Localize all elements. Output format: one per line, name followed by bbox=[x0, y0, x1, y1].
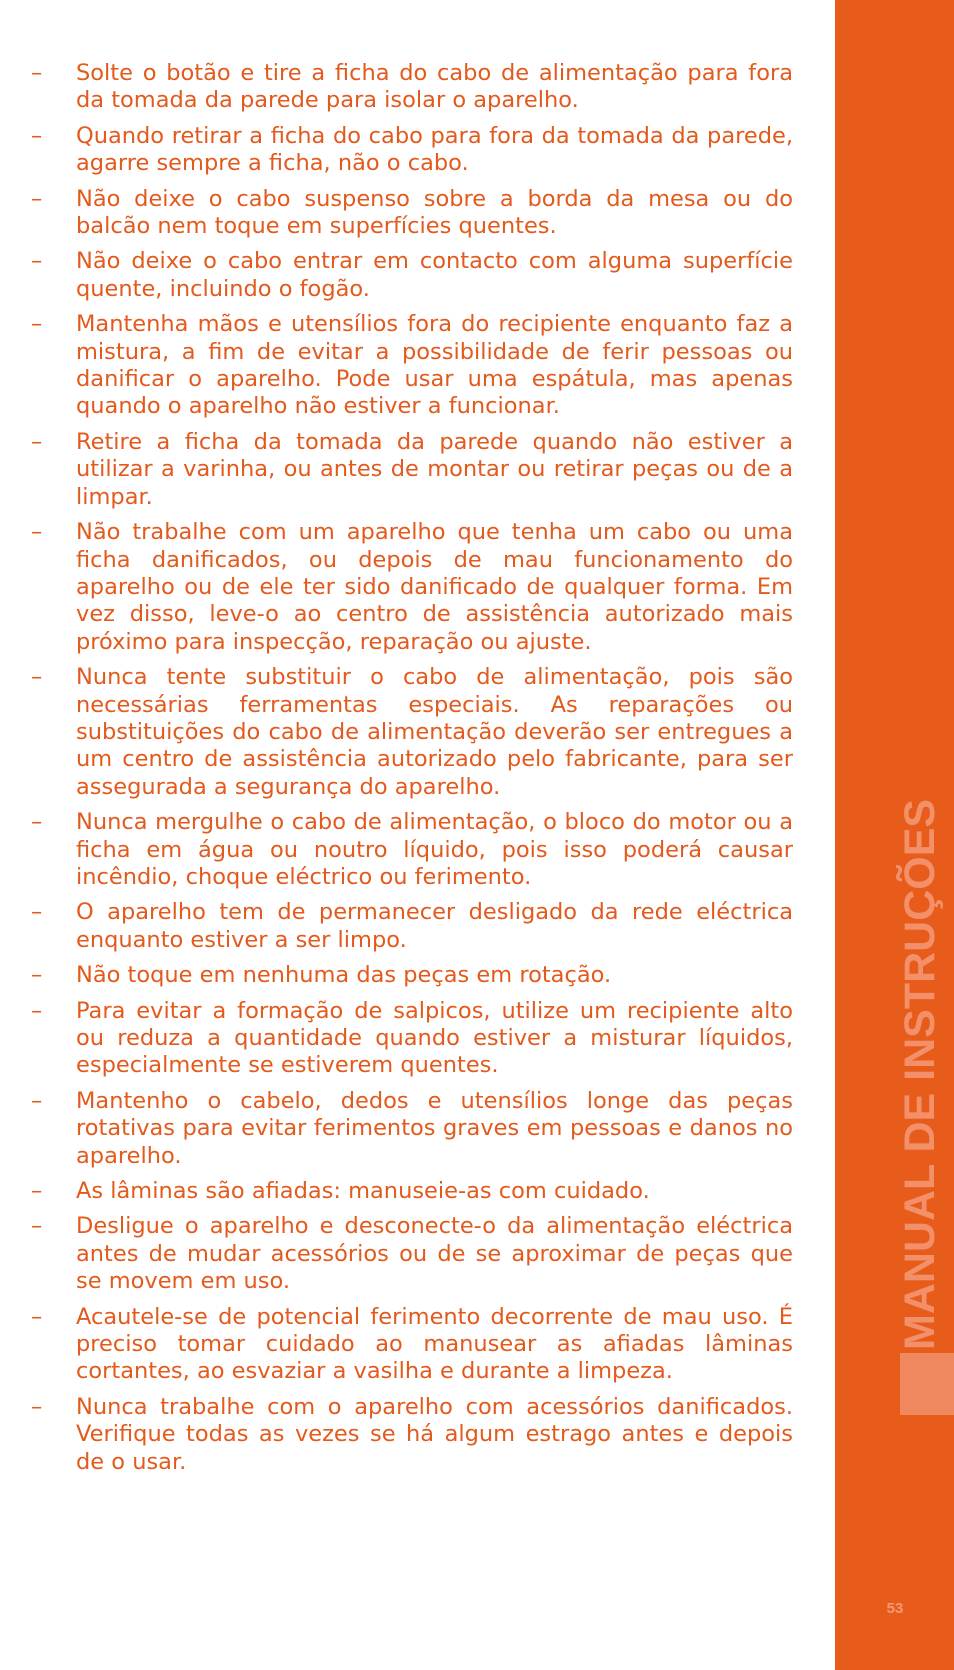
page-number: 53 bbox=[886, 1600, 904, 1617]
bullet-dash: – bbox=[31, 122, 43, 149]
bullet-dash: – bbox=[31, 899, 43, 926]
bullet-dash: – bbox=[31, 428, 43, 455]
list-item bbox=[31, 1178, 793, 1205]
bullet-dash: – bbox=[31, 311, 43, 338]
instruction-text: Nunca tente substituir o cabo de alimentação, pois são necessárias ferramentas especiais. As reparações ou substituições do cabo de alimentação deverão ser entregues a um centro de assistência autorizado pelo fabricante, para ser assegurada a segurança do aparelho. bbox=[76, 664, 793, 800]
bullet-dash: – bbox=[31, 809, 43, 836]
bullet-dash: – bbox=[31, 248, 43, 275]
instruction-text: Para evitar a formação de salpicos, utilize um recipiente alto ou reduza a quantidade quando estiver a misturar líquidos, especialmente se estiverem quentes. bbox=[76, 997, 793, 1079]
list-item bbox=[31, 664, 793, 801]
instruction-text: Acautele-se de potencial ferimento decorrente de mau uso. É preciso tomar cuidado ao manusear as afiadas lâminas cortantes, ao esvaziar a vasilha e durante a limpeza. bbox=[76, 1303, 793, 1385]
orange-sidebar bbox=[835, 0, 954, 1670]
bullet-dash: – bbox=[31, 1303, 43, 1330]
bullet-dash: – bbox=[31, 664, 43, 691]
bullet-dash: – bbox=[31, 1178, 43, 1205]
bullet-dash: – bbox=[31, 962, 43, 989]
instruction-text: Mantenha mãos e utensílios fora do recipiente enquanto faz a mistura, a fim de evitar a possibilidade de ferir pessoas ou danificar o aparelho. Pode usar uma espátula, mas apenas quando o aparelho não estiver a funcionar. bbox=[76, 311, 793, 420]
bullet-dash: – bbox=[31, 1393, 43, 1420]
instruction-text: Mantenho o cabelo, dedos e utensílios longe das peças rotativas para evitar ferimentos graves em pessoas e danos no aparelho. bbox=[76, 1087, 793, 1169]
list-item bbox=[31, 899, 793, 954]
manual-title: MANUAL DE INSTRUÇÕES bbox=[896, 798, 944, 1350]
list-item bbox=[31, 1394, 793, 1476]
bullet-dash: – bbox=[31, 519, 43, 546]
instruction-text: Desligue o aparelho e desconecte-o da alimentação eléctrica antes de mudar acessórios ou de se aproximar de peças que se movem em uso. bbox=[76, 1213, 793, 1295]
bullet-dash: – bbox=[31, 997, 43, 1024]
instruction-text: Não trabalhe com um aparelho que tenha um cabo ou uma ficha danificados, ou depois de mau funcionamento do aparelho ou de ele ter sido danificado de qualquer forma. Em vez disso, leve-o ao centro de assistência autorizado mais próximo para inspecção, reparação ou ajuste. bbox=[76, 519, 793, 655]
instruction-text: Nunca mergulhe o cabo de alimentação, o bloco do motor ou a ficha em água ou noutro líquido, pois isso poderá causar incêndio, choque eléctrico ou ferimento. bbox=[76, 809, 793, 890]
list-item bbox=[31, 519, 793, 656]
list-item bbox=[31, 123, 793, 178]
list-item bbox=[31, 60, 793, 115]
instruction-text: Quando retirar a ficha do cabo para fora da tomada da parede, agarre sempre a ficha, não o cabo. bbox=[76, 122, 793, 177]
list-item bbox=[31, 1088, 793, 1170]
bullet-dash: – bbox=[31, 1087, 43, 1114]
instruction-text: As lâminas são afiadas: manuseie-as com cuidado. bbox=[76, 1178, 650, 1205]
instruction-text: Não deixe o cabo suspenso sobre a borda da mesa ou do balcão nem toque em superfícies quentes. bbox=[76, 185, 793, 240]
instruction-text: O aparelho tem de permanecer desligado da rede eléctrica enquanto estiver a ser limpo. bbox=[76, 899, 793, 953]
instruction-text: Retire a ficha da tomada da parede quando não estiver a utilizar a varinha, ou antes de montar ou retirar peças ou de a limpar. bbox=[76, 428, 793, 510]
list-item bbox=[31, 962, 793, 989]
bullet-dash: – bbox=[31, 60, 43, 86]
list-item bbox=[31, 998, 793, 1080]
list-item bbox=[31, 809, 793, 891]
list-item bbox=[31, 429, 793, 511]
list-item bbox=[31, 1213, 793, 1295]
list-item bbox=[31, 1304, 793, 1386]
instruction-text: Não toque em nenhuma das peças em rotação. bbox=[76, 962, 612, 989]
instruction-text: Nunca trabalhe com o aparelho com acessórios danificados. Verifique todas as vezes se há algum estrago antes e depois de o usar. bbox=[76, 1393, 793, 1475]
bullet-dash: – bbox=[31, 185, 43, 212]
instructions-content bbox=[31, 60, 793, 1484]
list-item bbox=[31, 311, 793, 421]
sidebar-tab-marker bbox=[900, 1353, 954, 1415]
bullet-dash: – bbox=[31, 1213, 43, 1240]
safety-instructions-list bbox=[31, 60, 793, 1476]
list-item bbox=[31, 186, 793, 241]
instruction-text: Não deixe o cabo entrar em contacto com alguma superfície quente, incluindo o fogão. bbox=[76, 248, 793, 302]
list-item bbox=[31, 248, 793, 303]
instruction-text: Solte o botão e tire a ficha do cabo de alimentação para fora da tomada da parede para isolar o aparelho. bbox=[76, 60, 793, 114]
